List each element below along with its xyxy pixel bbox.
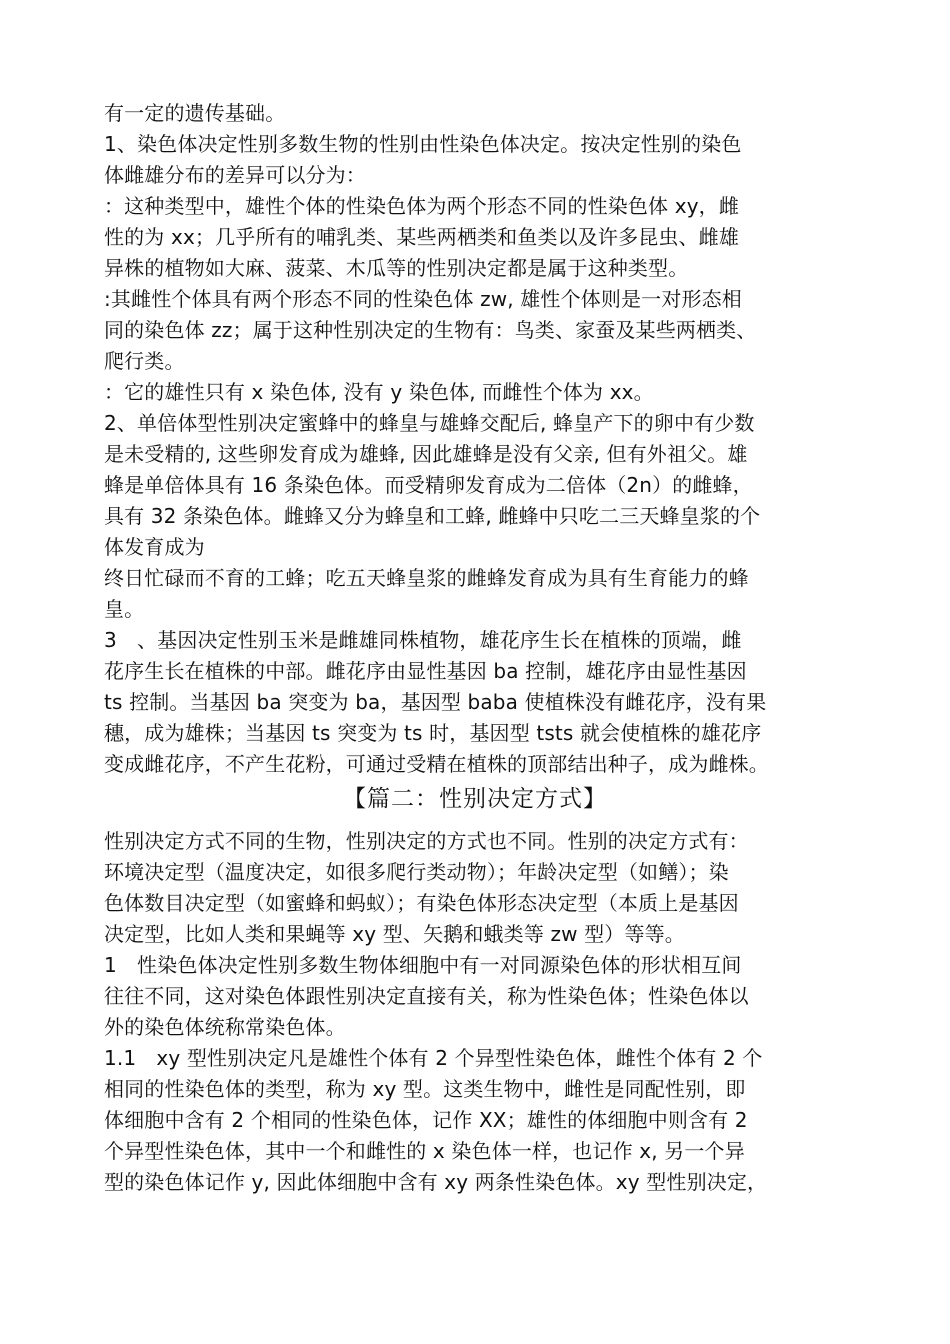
text-line: ts 控制。当基因 ba 突变为 ba，基因型 baba 使植株没有雌花序，没有果	[104, 690, 767, 714]
text-line: 个异型性染色体，其中一个和雌性的 x 染色体一样，也记作 x, 另一个异	[104, 1139, 745, 1163]
text-line: 穗，成为雄株；当基因 ts 突变为 ts 时，基因型 tsts 就会使植株的雄花序	[104, 721, 762, 745]
section-one-body	[104, 98, 864, 780]
text-line: 花序生长在植株的中部。雌花序由显性基因 ba 控制，雄花序由显性基因	[104, 659, 747, 683]
text-line: 异株的植物如大麻、菠菜、木瓜等的性别决定都是属于这种类型。	[104, 256, 689, 280]
text-line: 变成雌花序，不产生花粉，可通过受精在植株的顶部结出种子，成为雌株。	[104, 752, 769, 776]
text-line: 终日忙碌而不育的工蜂；吃五天蜂皇浆的雌蜂发育成为具有生育能力的蜂	[104, 566, 749, 590]
text-line: 1 性染色体决定性别多数生物体细胞中有一对同源染色体的形状相互间	[104, 953, 742, 977]
text-line: 皇。	[104, 597, 145, 621]
text-line: 体发育成为	[104, 535, 205, 559]
text-line: 有一定的遗传基础。	[104, 101, 286, 125]
text-line: 体雌雄分布的差异可以分为：	[104, 163, 366, 187]
text-line: 同的染色体 zz；属于这种性别决定的生物有：鸟类、家蚕及某些两栖类、	[104, 318, 757, 342]
text-line: 具有 32 条染色体。雌蜂又分为蜂皇和工蜂, 雌蜂中只吃二三天蜂皇浆的个	[104, 504, 761, 528]
text-line: 蜂是单倍体具有 16 条染色体。而受精卵发育成为二倍体（2n）的雌蜂，	[104, 473, 753, 497]
text-line: 型的染色体记作 y, 因此体细胞中含有 xy 两条性染色体。xy 型性别决定，	[104, 1170, 768, 1194]
text-line: 色体数目决定型（如蜜蜂和蚂蚁）；有染色体形态决定型（本质上是基因	[104, 891, 739, 915]
text-line: 外的染色体统称常染色体。	[104, 1015, 346, 1039]
text-line: ：这种类型中，雄性个体的性染色体为两个形态不同的性染色体 xy，雌	[104, 194, 739, 218]
text-line: 1、染色体决定性别多数生物的性别由性染色体决定。按决定性别的染色	[104, 132, 742, 156]
text-line: 体细胞中含有 2 个相同的性染色体，记作 XX；雄性的体细胞中则含有 2	[104, 1108, 748, 1132]
text-line: ：它的雄性只有 x 染色体, 没有 y 染色体, 而雌性个体为 xx。	[104, 380, 654, 404]
text-line: 是未受精的, 这些卵发育成为雄蜂, 因此雄蜂是没有父亲, 但有外祖父。雄	[104, 442, 748, 466]
text-line: 往往不同，这对染色体跟性别决定直接有关，称为性染色体；性染色体以	[104, 984, 749, 1008]
section-two-body	[104, 826, 864, 1198]
text-line: 性的为 xx；几乎所有的哺乳类、某些两栖类和鱼类以及许多昆虫、雌雄	[104, 225, 739, 249]
section-heading: 【篇二：性别决定方式】	[343, 786, 607, 812]
text-line: 3 、基因决定性别玉米是雌雄同株植物，雄花序生长在植株的顶端，雌	[104, 628, 742, 652]
text-line: 2、单倍体型性别决定蜜蜂中的蜂皇与雄蜂交配后, 蜂皇产下的卵中有少数	[104, 411, 755, 435]
text-line: :其雌性个体具有两个形态不同的性染色体 zw, 雄性个体则是一对形态相	[104, 287, 742, 311]
text-line: 性别决定方式不同的生物，性别决定的方式也不同。性别的决定方式有：	[104, 829, 749, 853]
text-line: 决定型，比如人类和果蝇等 xy 型、矢鹅和蛾类等 zw 型）等等。	[104, 922, 685, 946]
text-line: 环境决定型（温度决定，如很多爬行类动物）；年龄决定型（如鳝）；染	[104, 860, 729, 884]
text-line: 1.1 xy 型性别决定凡是雄性个体有 2 个异型性染色体，雌性个体有 2 个	[104, 1046, 763, 1070]
text-line: 相同的性染色体的类型，称为 xy 型。这类生物中，雌性是同配性别，即	[104, 1077, 746, 1101]
text-line: 爬行类。	[104, 349, 185, 373]
